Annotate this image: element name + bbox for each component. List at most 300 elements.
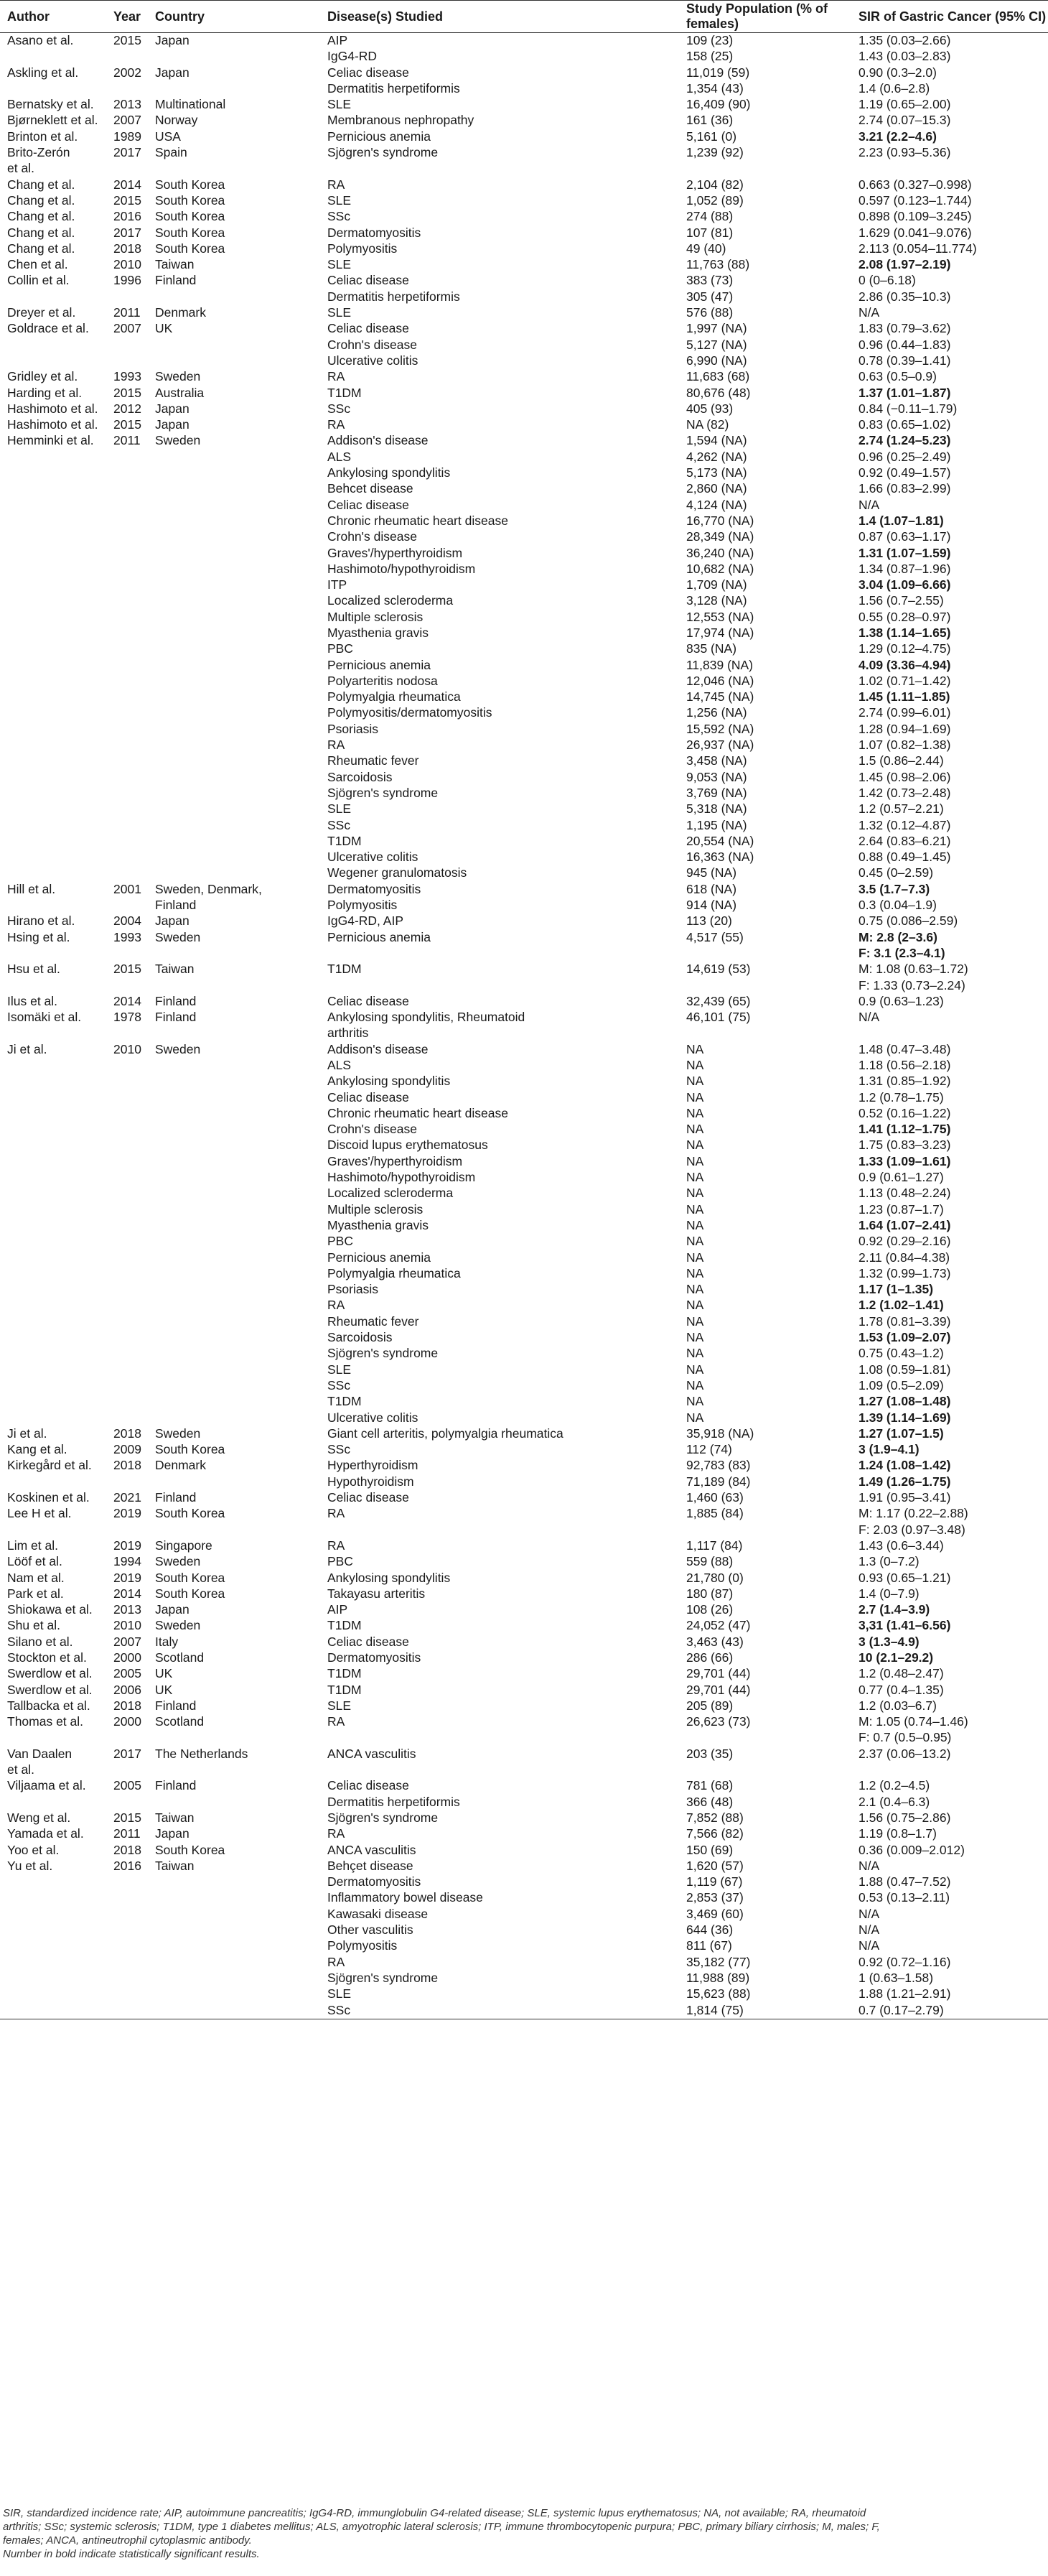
author-cell: Gridley et al. <box>7 369 78 384</box>
sir-cell: N/A <box>858 305 880 320</box>
sir-cell: 0.7 (0.17–2.79) <box>851 2003 1048 2019</box>
disease-cell: SLE <box>327 97 352 112</box>
author-cell <box>0 2003 106 2019</box>
country-cell: Sweden <box>155 1554 201 1569</box>
table-row <box>0 1554 1048 1570</box>
population-cell: 1,620 (57) <box>686 1858 744 1873</box>
year-cell <box>106 49 148 65</box>
sir-cell: 1.88 (0.47–7.52) <box>858 1874 951 1889</box>
country-cell: Scotland <box>155 1650 205 1665</box>
table-row <box>0 305 1048 321</box>
year-cell: 2014 <box>113 993 141 1008</box>
country-cell <box>148 1138 320 1153</box>
disease-cell: RA <box>327 1826 345 1841</box>
year-cell <box>106 529 148 545</box>
sir-cell: 1.33 (1.09–1.61) <box>858 1153 951 1168</box>
sir-cell: 1.2 (1.02–1.41) <box>858 1298 944 1313</box>
author-cell <box>0 978 106 994</box>
country-cell: South Korea <box>155 1442 225 1457</box>
year-cell: 2005 <box>113 1778 141 1793</box>
disease-cell: Celiac disease <box>327 321 409 336</box>
population-cell: 11,839 (NA) <box>686 657 754 672</box>
year-cell <box>106 850 148 865</box>
population-cell: NA <box>686 1250 704 1265</box>
population-cell: 1,594 (NA) <box>686 433 747 448</box>
sir-cell: 2.74 (0.99–6.01) <box>858 705 951 720</box>
sir-cell: 1.24 (1.08–1.42) <box>858 1458 951 1473</box>
author-cell: Nam et al. <box>7 1570 65 1585</box>
disease-cell: Rheumatic fever <box>327 1313 419 1329</box>
year-cell: 2015 <box>113 385 141 400</box>
year-cell: 1994 <box>113 1554 141 1569</box>
author-cell: Chang et al. <box>7 225 75 240</box>
sir-cell: 1.13 (0.48–2.24) <box>858 1186 951 1201</box>
table-row <box>0 209 1048 225</box>
header-row <box>0 1 1048 33</box>
population-cell: 5,161 (0) <box>686 129 737 144</box>
year-cell <box>106 1202 148 1218</box>
table-row <box>0 546 1048 562</box>
country-cell <box>148 786 320 801</box>
table-row <box>0 1890 1048 1906</box>
author-cell <box>0 529 106 545</box>
population-cell: 286 (66) <box>686 1650 734 1665</box>
sir-cell: 1.4 (0.6–2.8) <box>858 80 930 96</box>
table-row <box>0 1298 1048 1313</box>
population-cell: 1,814 (75) <box>679 2003 851 2019</box>
population-cell: 11,988 (89) <box>686 1970 750 1985</box>
country-cell <box>148 161 320 177</box>
author-cell <box>0 946 106 962</box>
population-cell: 5,127 (NA) <box>686 337 747 352</box>
disease-cell: Sjögren's syndrome <box>327 1810 439 1825</box>
table-row <box>0 689 1048 705</box>
country-cell: Japan <box>155 33 190 47</box>
author-cell <box>0 674 106 689</box>
disease-cell: T1DM <box>327 385 362 400</box>
author-cell <box>0 770 106 786</box>
population-cell: 7,566 (82) <box>686 1826 744 1841</box>
table-row <box>0 1762 1048 1778</box>
table-body <box>0 33 1048 2019</box>
sir-cell: N/A <box>858 1010 880 1025</box>
country-cell: Sweden, Denmark, <box>155 881 262 896</box>
country-cell <box>148 529 320 545</box>
country-cell <box>148 1058 320 1074</box>
sir-cell: 3,31 (1.41–6.56) <box>858 1618 951 1633</box>
year-cell <box>106 1282 148 1298</box>
table-row <box>0 1795 1048 1810</box>
table-row <box>0 865 1048 881</box>
disease-cell: SLE <box>327 1986 352 2001</box>
disease-cell: Rheumatic fever <box>327 753 419 768</box>
table-row <box>0 49 1048 65</box>
year-cell: 2013 <box>113 97 141 112</box>
sir-cell: 1.31 (1.07–1.59) <box>858 545 951 560</box>
disease-cell: Myasthenia gravis <box>327 1217 429 1232</box>
population-cell: 9,053 (NA) <box>686 769 747 784</box>
disease-cell: IgG4-RD <box>327 49 378 64</box>
table-row <box>0 145 1048 161</box>
author-cell <box>0 1522 106 1538</box>
disease-cell: SSc <box>327 1377 351 1392</box>
author-cell <box>0 1026 106 1041</box>
country-cell <box>148 818 320 834</box>
author-cell <box>0 450 106 465</box>
author-cell <box>0 1266 106 1282</box>
sir-cell: N/A <box>858 1938 880 1953</box>
table-row <box>0 1586 1048 1602</box>
disease-cell <box>320 1730 679 1746</box>
sir-cell: 1.28 (0.94–1.69) <box>858 721 951 736</box>
year-cell <box>106 1938 148 1954</box>
author-cell <box>0 1474 106 1490</box>
author-cell: Yamada et al. <box>7 1826 84 1841</box>
year-cell <box>106 946 148 962</box>
disease-cell: T1DM <box>327 962 362 977</box>
year-cell <box>106 481 148 497</box>
population-cell: 914 (NA) <box>686 898 737 913</box>
author-cell: Brinton et al. <box>7 129 78 144</box>
table-row <box>0 417 1048 433</box>
disease-cell: Localized scleroderma <box>327 593 454 608</box>
population-cell: 7,852 (88) <box>686 1810 744 1825</box>
country-cell: Japan <box>155 417 190 432</box>
author-cell: Tallbacka et al. <box>7 1698 90 1713</box>
author-cell <box>0 338 106 353</box>
country-cell <box>148 49 320 65</box>
author-cell <box>0 722 106 738</box>
year-cell: 2006 <box>113 1682 141 1697</box>
sir-cell: 1.19 (0.8–1.7) <box>858 1826 937 1841</box>
country-cell <box>148 705 320 721</box>
author-cell <box>0 658 106 674</box>
year-cell <box>106 1266 148 1282</box>
country-cell <box>148 850 320 865</box>
table-row <box>0 1602 1048 1618</box>
year-cell <box>106 1874 148 1890</box>
year-cell: 2015 <box>113 962 141 977</box>
table-row <box>0 1938 1048 1954</box>
population-cell: 112 (74) <box>686 1442 732 1457</box>
disease-cell: PBC <box>327 1554 353 1569</box>
table-row <box>0 81 1048 97</box>
table-row <box>0 1698 1048 1714</box>
disease-cell: T1DM <box>327 1666 362 1681</box>
table-row <box>0 273 1048 289</box>
year-cell <box>106 786 148 801</box>
population-cell: 16,409 (90) <box>686 97 751 112</box>
country-cell <box>148 1186 320 1201</box>
sir-cell: 0.663 (0.327–0.998) <box>858 177 972 192</box>
disease-cell: Polymyositis <box>327 898 398 913</box>
year-cell <box>106 865 148 881</box>
disease-cell: IgG4-RD, AIP <box>327 913 404 929</box>
author-cell: Koskinen et al. <box>7 1490 90 1505</box>
year-cell: 2017 <box>113 145 141 160</box>
year-cell: 2007 <box>113 321 141 336</box>
disease-cell: SLE <box>327 801 352 817</box>
sir-cell: 3 (1.3–4.9) <box>858 1634 920 1649</box>
author-cell <box>0 1346 106 1362</box>
table-footnotes <box>0 2506 1044 2561</box>
header-country: Country <box>148 1 320 33</box>
sir-cell: M: 1.17 (0.22–2.88) <box>858 1506 968 1521</box>
disease-cell: RA <box>327 1714 345 1729</box>
year-cell: 2007 <box>113 1634 141 1649</box>
disease-cell: SLE <box>327 1362 352 1377</box>
author-cell <box>0 1138 106 1153</box>
year-cell <box>106 689 148 705</box>
year-cell <box>106 1330 148 1346</box>
population-cell: 305 (47) <box>686 289 734 304</box>
population-cell: 80,676 (48) <box>686 385 751 400</box>
year-cell: 2014 <box>113 177 141 192</box>
country-cell <box>148 1410 320 1426</box>
disease-cell: AIP <box>327 1602 348 1617</box>
table-row <box>0 1874 1048 1890</box>
sir-cell: 1.43 (0.6–3.44) <box>858 1538 944 1553</box>
table-row <box>0 257 1048 273</box>
disease-cell: Membranous nephropathy <box>327 113 474 128</box>
year-cell <box>106 1170 148 1186</box>
population-cell: 17,974 (NA) <box>686 625 754 640</box>
disease-cell: arthritis <box>327 1026 369 1041</box>
year-cell: 2015 <box>113 417 141 432</box>
population-cell: 109 (23) <box>686 33 734 47</box>
country-cell <box>148 1122 320 1138</box>
population-cell: 161 (36) <box>686 113 734 128</box>
sir-cell: 1.38 (1.14–1.65) <box>858 625 951 640</box>
disease-cell: Graves'/hyperthyroidism <box>327 545 463 560</box>
population-cell <box>679 946 851 962</box>
population-cell: 4,262 (NA) <box>686 449 747 464</box>
disease-cell: Celiac disease <box>327 1634 409 1649</box>
year-cell: 2011 <box>113 433 141 448</box>
table-row <box>0 1074 1048 1089</box>
disease-cell: Pernicious anemia <box>327 929 431 944</box>
disease-cell: Celiac disease <box>327 1089 409 1105</box>
population-cell: NA <box>686 1265 704 1280</box>
disease-cell: Crohn's disease <box>327 529 417 544</box>
table-row <box>0 1186 1048 1201</box>
author-cell: Collin et al. <box>7 273 70 288</box>
disease-cell: Celiac disease <box>327 1778 409 1793</box>
sir-cell: 2.1 (0.4–6.3) <box>858 1794 930 1809</box>
population-cell: NA <box>686 1394 704 1409</box>
year-cell <box>106 1058 148 1074</box>
sir-cell: 0.898 (0.109–3.245) <box>858 209 972 224</box>
disease-cell: Dermatitis herpetiformis <box>327 80 460 96</box>
disease-cell: Inflammatory bowel disease <box>327 1890 483 1905</box>
table-row <box>0 1571 1048 1586</box>
year-cell: 2007 <box>113 113 141 128</box>
author-cell: Hemminki et al. <box>7 433 94 448</box>
year-cell <box>106 338 148 353</box>
sir-cell: 2.11 (0.84–4.38) <box>858 1250 950 1265</box>
sir-cell: 3 (1.9–4.1) <box>858 1442 920 1457</box>
country-cell <box>148 1314 320 1330</box>
population-cell <box>679 161 851 177</box>
disease-cell <box>320 1522 679 1538</box>
population-cell: NA <box>686 1153 704 1168</box>
sir-cell: 1.41 (1.12–1.75) <box>858 1122 951 1137</box>
author-cell <box>0 801 106 817</box>
population-cell: 644 (36) <box>686 1922 734 1938</box>
year-cell <box>106 1955 148 1971</box>
disease-cell <box>320 978 679 994</box>
country-cell <box>148 1986 320 2002</box>
table-row <box>0 1778 1048 1794</box>
disease-cell: SSc <box>327 209 351 224</box>
sir-cell: 3.04 (1.09–6.66) <box>858 577 951 592</box>
sir-cell: 0.36 (0.009–2.012) <box>858 1842 965 1857</box>
disease-cell: Psoriasis <box>327 1282 378 1297</box>
table-row <box>0 1971 1048 1986</box>
country-cell <box>148 1234 320 1250</box>
sir-cell: N/A <box>858 1906 880 1921</box>
sir-cell: 1.83 (0.79–3.62) <box>858 321 951 336</box>
year-cell <box>106 610 148 626</box>
sir-cell: 1.09 (0.5–2.09) <box>858 1377 944 1392</box>
country-cell: UK <box>155 1666 173 1681</box>
table-row <box>0 1955 1048 1971</box>
table-row <box>0 1058 1048 1074</box>
author-cell: et al. <box>7 1762 34 1777</box>
sir-cell: 1.29 (0.12–4.75) <box>858 641 951 656</box>
disease-cell: SSc <box>327 817 351 832</box>
year-cell <box>106 1922 148 1938</box>
year-cell <box>106 1314 148 1330</box>
year-cell <box>106 577 148 593</box>
table-row <box>0 994 1048 1010</box>
year-cell <box>106 818 148 834</box>
table-row <box>0 1410 1048 1426</box>
author-cell <box>0 834 106 850</box>
disease-cell: Pernicious anemia <box>327 657 431 672</box>
disease-cell: RA <box>327 1538 345 1553</box>
year-cell <box>106 546 148 562</box>
country-cell <box>148 1971 320 1986</box>
sir-cell: 0.92 (0.72–1.16) <box>858 1954 951 1969</box>
disease-cell: Ulcerative colitis <box>327 1410 418 1425</box>
disease-cell: Dermatomyositis <box>327 225 421 240</box>
author-cell <box>0 1330 106 1346</box>
population-cell: 107 (81) <box>686 225 734 240</box>
table-row <box>0 674 1048 689</box>
population-cell: 1,460 (63) <box>686 1490 744 1505</box>
sir-cell: 10 (2.1–29.2) <box>858 1650 934 1665</box>
table-row <box>0 177 1048 193</box>
country-cell <box>148 1394 320 1410</box>
country-cell: Sweden <box>155 369 201 384</box>
country-cell: South Korea <box>155 1570 225 1585</box>
header-author: Author <box>0 1 106 33</box>
sir-cell: 0.92 (0.49–1.57) <box>858 465 951 480</box>
country-cell: Finland <box>155 993 197 1008</box>
table-row <box>0 1522 1048 1538</box>
sir-cell: 1.43 (0.03–2.83) <box>858 49 951 64</box>
population-cell: 12,553 (NA) <box>686 609 754 624</box>
disease-cell: Multiple sclerosis <box>327 1201 424 1217</box>
country-cell <box>148 513 320 529</box>
disease-cell: Kawasaki disease <box>327 1906 429 1921</box>
country-cell: Sweden <box>155 1041 201 1056</box>
year-cell: 2018 <box>113 1842 141 1857</box>
author-cell <box>0 1202 106 1218</box>
year-cell: 2010 <box>113 1041 141 1056</box>
population-cell: 10,682 (NA) <box>686 561 754 576</box>
sir-cell: 1.32 (0.99–1.73) <box>858 1265 951 1280</box>
country-cell: South Korea <box>155 1586 225 1601</box>
author-cell: Brito-Zerón <box>7 145 70 160</box>
population-cell <box>679 1762 851 1778</box>
table-row <box>0 401 1048 417</box>
author-cell <box>0 610 106 626</box>
population-cell: 618 (NA) <box>686 881 737 896</box>
author-cell <box>0 1058 106 1074</box>
disease-cell: Sjögren's syndrome <box>327 785 439 800</box>
table-row <box>0 898 1048 913</box>
table-row <box>0 610 1048 626</box>
sir-cell: 4.09 (3.36–4.94) <box>858 657 951 672</box>
sir-cell: 1.4 (0–7.9) <box>858 1586 920 1601</box>
disease-cell: Sjögren's syndrome <box>327 1970 439 1985</box>
population-cell: 92,783 (83) <box>686 1458 751 1473</box>
disease-cell: ALS <box>327 1058 352 1072</box>
year-cell: 2019 <box>113 1506 141 1521</box>
disease-cell: Sjögren's syndrome <box>327 145 439 160</box>
population-cell: 11,019 (59) <box>686 65 750 80</box>
footnote-line: females; ANCA, antineutrophil cytoplasmic antibody. <box>3 2534 252 2547</box>
sir-cell: 2.113 (0.054–11.774) <box>858 241 977 256</box>
year-cell: 2009 <box>113 1442 141 1457</box>
year-cell <box>106 513 148 529</box>
table-row <box>0 1202 1048 1218</box>
sir-cell: N/A <box>858 497 880 512</box>
author-cell <box>0 1874 106 1890</box>
disease-cell: Pernicious anemia <box>327 1250 431 1265</box>
disease-cell: AIP <box>327 33 348 47</box>
year-cell: 2002 <box>113 65 141 80</box>
population-cell: NA <box>686 1138 704 1153</box>
country-cell <box>148 674 320 689</box>
table-row <box>0 562 1048 577</box>
population-cell: 36,240 (NA) <box>686 545 754 560</box>
table-row <box>0 129 1048 145</box>
table-row <box>0 770 1048 786</box>
population-cell: 14,619 (53) <box>686 962 751 977</box>
author-cell: Ji et al. <box>7 1426 47 1441</box>
population-cell: 21,780 (0) <box>686 1570 744 1585</box>
population-cell: 576 (88) <box>686 305 734 320</box>
disease-cell: RA <box>327 369 345 384</box>
country-cell <box>148 353 320 369</box>
sir-cell: 0.55 (0.28–0.97) <box>858 609 951 624</box>
year-cell <box>106 1762 148 1778</box>
disease-cell <box>320 1762 679 1778</box>
table-row <box>0 1010 1048 1026</box>
disease-cell: Polymyalgia rheumatica <box>327 689 461 705</box>
author-cell <box>0 753 106 769</box>
population-cell: 1,119 (67) <box>686 1874 743 1889</box>
sir-cell: 2.74 (0.07–15.3) <box>858 113 951 128</box>
population-cell: 3,128 (NA) <box>686 593 747 608</box>
population-cell: 16,770 (NA) <box>686 513 754 528</box>
country-cell: Norway <box>155 113 198 128</box>
population-cell: NA (82) <box>686 417 729 432</box>
population-cell: 158 (25) <box>686 49 734 64</box>
